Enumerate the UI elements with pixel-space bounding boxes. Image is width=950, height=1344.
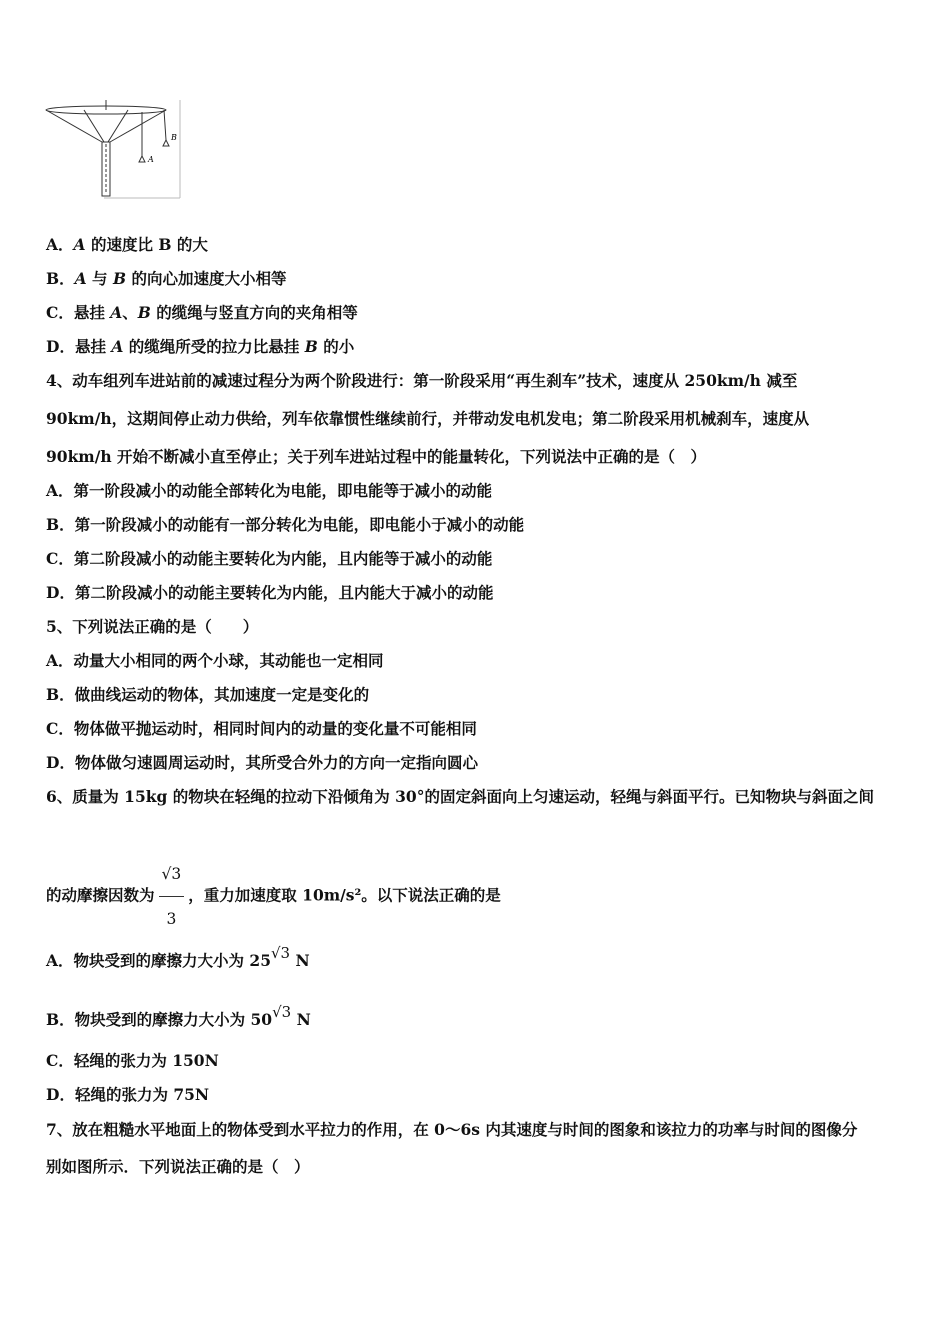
q6-option-c: C．轻绳的张力为 150N xyxy=(46,1051,219,1070)
q5-stem: 5、下列说法正确的是（ ） xyxy=(46,617,259,636)
q4-stem-line2: 90km/h，这期间停止动力供给，列车依靠惯性继续前行，并带动发电机发电；第二阶段采用机械刹车，速度从 xyxy=(46,409,810,428)
q6-option-b: B．物块受到的摩擦力大小为 50√3 N xyxy=(46,1003,311,1029)
q3-option-d: D．悬挂 A 的缆绳所受的拉力比悬挂 B 的小 xyxy=(46,337,355,356)
q5-option-a: A．动量大小相同的两个小球，其动能也一定相同 xyxy=(46,651,384,670)
q4-stem-line3: 90km/h 开始不断减小直至停止；关于列车进站过程中的能量转化，下列说法中正确的是（ ） xyxy=(46,447,707,466)
q4-option-c: C．第二阶段减小的动能主要转化为内能，且内能等于减小的动能 xyxy=(46,549,493,568)
q6-stem-line2: 的动摩擦因数为 $\frac{√3}{3}$ ，重力加速度取 10m/s²。以下说法正确的是 xyxy=(46,852,501,941)
q5-option-d: D．物体做匀速圆周运动时，其所受合外力的方向一定指向圆心 xyxy=(46,753,478,772)
figure-label-a: A xyxy=(148,155,154,164)
friction-coefficient-fraction: $\frac{√3}{3}$ xyxy=(159,852,185,941)
q4-option-d: D．第二阶段减小的动能主要转化为内能，且内能大于减小的动能 xyxy=(46,583,494,602)
q4-option-a: A．第一阶段减小的动能全部转化为电能，即电能等于减小的动能 xyxy=(46,481,493,500)
q6-option-a: A．物块受到的摩擦力大小为 25√3 N xyxy=(46,944,310,970)
q5-option-b: B．做曲线运动的物体，其加速度一定是变化的 xyxy=(46,685,370,704)
q3-option-a: A．A 的速度比 B 的大 xyxy=(46,235,208,254)
q6-option-d: D．轻绳的张力为 75N xyxy=(46,1085,210,1104)
q7-stem-line1: 7、放在粗糙水平地面上的物体受到水平拉力的作用，在 0～6s 内其速度与时间的图象和该拉力的功率与时间的图像分 xyxy=(46,1120,858,1139)
q5-option-c: C．物体做平抛运动时，相同时间内的动量的变化量不可能相同 xyxy=(46,719,477,738)
q7-stem-line2: 别如图所示．下列说法正确的是（ ） xyxy=(46,1157,310,1176)
q3-option-c: C．悬挂 A、B 的缆绳与竖直方向的夹角相等 xyxy=(46,303,358,322)
q4-stem-line1: 4、动车组列车进站前的减速过程分为两个阶段进行：第一阶段采用“再生刹车”技术，速度从 250km/h 减至 xyxy=(46,371,798,390)
turntable-figure xyxy=(44,98,184,202)
q6-stem-line1: 6、质量为 15kg 的物块在轻绳的拉动下沿倾角为 30°的固定斜面向上匀速运动，轻绳与斜面平行。已知物块与斜面之间 xyxy=(46,787,874,806)
figure-label-b: B xyxy=(171,133,177,142)
q3-option-b: B．A 与 B 的向心加速度大小相等 xyxy=(46,269,287,288)
q4-option-b: B．第一阶段减小的动能有一部分转化为电能，即电能小于减小的动能 xyxy=(46,515,525,534)
